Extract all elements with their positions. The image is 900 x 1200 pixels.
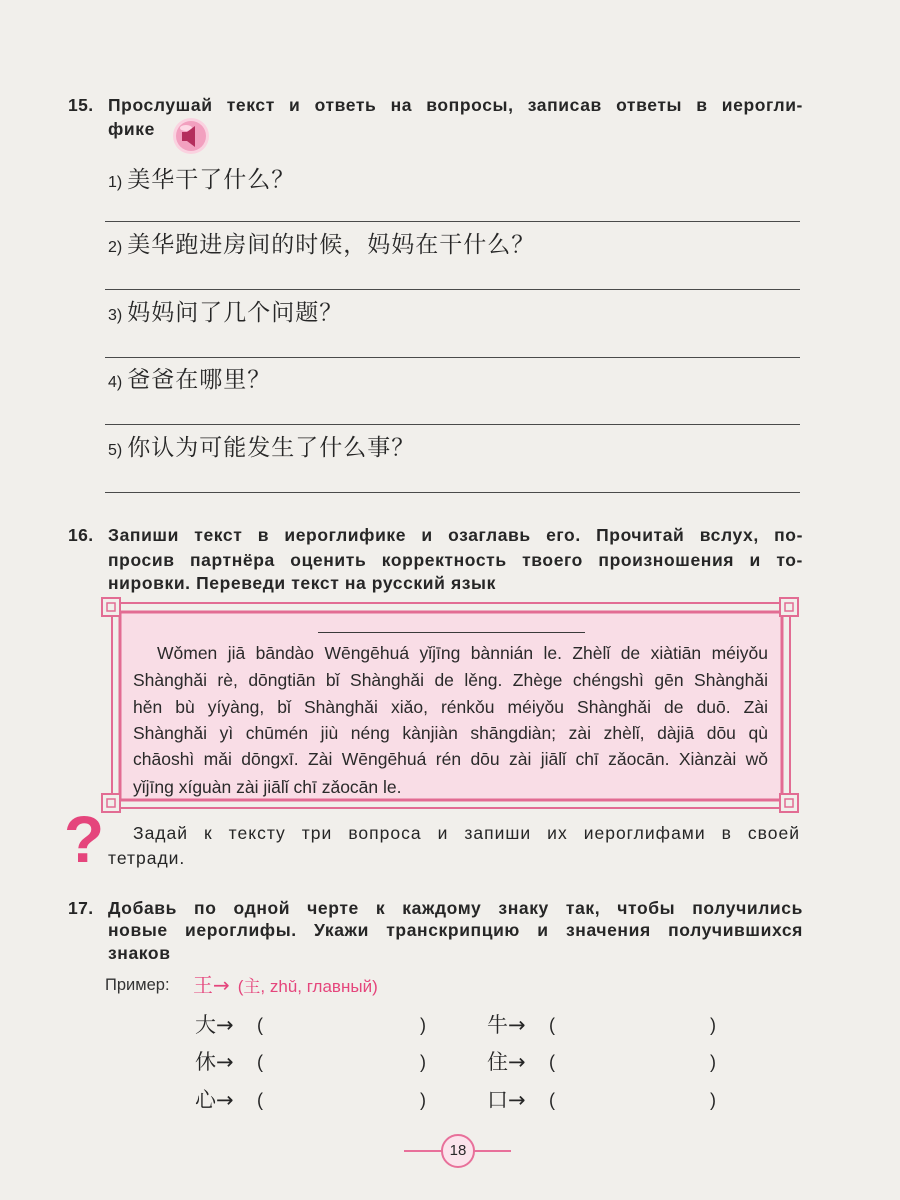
task-16-instruction-line: просив партнёра оценить корректность твоего произношения и то-: [108, 550, 803, 570]
question-4: [108, 365, 271, 395]
exercise-char: 住→: [487, 1050, 526, 1074]
question-text: 美华干了什么？: [127, 167, 296, 193]
task-16-instruction-line: нировки. Переведи текст на русский язык: [108, 573, 496, 593]
exercise-row: [0, 1046, 900, 1078]
passage-line: hěn bù yíyàng, bǐ Shànghǎi xiǎo, rénkǒu méiyǒu Shànghǎi de duō. Zài: [133, 697, 768, 717]
question-mark-icon: [56, 806, 112, 870]
task-16-number: 16.: [68, 525, 94, 545]
task-15-number: 15.: [68, 95, 94, 115]
question-number: 5): [108, 442, 123, 459]
exercise-row: [0, 1084, 900, 1116]
passage-line: Wǒmen jiā bāndào Wēngēhuá yǐjīng bànnián le. Zhèlǐ de xiàtiān méiyǒu: [157, 643, 768, 663]
task-16-instruction-line: Запиши текст в иероглифике и озаглавь его. Прочитай вслух, по-: [108, 525, 803, 545]
exercise-char: 牛→: [487, 1013, 526, 1037]
open-paren: (: [549, 1090, 555, 1110]
open-paren: (: [257, 1090, 263, 1110]
question-1: [108, 165, 295, 195]
question-text: 妈妈问了几个问题？: [127, 300, 344, 326]
close-paren: ): [420, 1052, 426, 1072]
page-number: 18: [449, 1142, 467, 1159]
question-mark-glyph: ?: [63, 806, 105, 870]
example-sample: [193, 973, 378, 997]
exercise-char: 口→: [487, 1088, 526, 1112]
task-17-instruction-line: знаков: [108, 943, 171, 963]
open-paren: (: [549, 1052, 555, 1072]
example-label: Пример:: [105, 976, 170, 994]
open-paren: (: [257, 1052, 263, 1072]
task-15-instruction-line: фике: [108, 119, 155, 139]
example-char: 王→: [193, 973, 230, 997]
followup-line: тетради.: [108, 848, 186, 868]
close-paren: ): [420, 1090, 426, 1110]
followup-line: Задай к тексту три вопроса и запиши их иероглифами в своей: [133, 823, 800, 843]
answer-line: [105, 221, 800, 222]
question-number: 4): [108, 374, 123, 391]
exercise-char: 休→: [195, 1050, 234, 1074]
answer-line: [105, 357, 800, 358]
task-17-instruction-line: Добавь по одной черте к каждому знаку так, чтобы получились: [108, 898, 803, 918]
question-number: 3): [108, 307, 123, 324]
question-number: 2): [108, 239, 123, 256]
question-number: 1): [108, 174, 123, 191]
exercise-row: [0, 1009, 900, 1041]
question-text: 爸爸在哪里？: [127, 367, 272, 393]
passage-line: Shànghǎi yì chūmén jiù néng kànjiàn shāngdiàn; zài zhèlǐ, dàjiā dōu qù: [133, 723, 768, 743]
task-15-instruction-line: Прослушай текст и ответь на вопросы, записав ответы в иерогли-: [108, 95, 803, 115]
example-answer: (主, zhǔ, главный): [237, 977, 378, 996]
answer-line: [105, 424, 800, 425]
close-paren: ): [710, 1015, 716, 1035]
open-paren: (: [549, 1015, 555, 1035]
question-text: 美华跑进房间的时候，妈妈在干什么？: [127, 232, 536, 258]
exercise-char: 心→: [195, 1088, 234, 1112]
question-2: [108, 230, 535, 260]
open-paren: (: [257, 1015, 263, 1035]
question-text: 你认为可能发生了什么事？: [127, 435, 416, 461]
close-paren: ): [420, 1015, 426, 1035]
task-17-instruction-line: новые иероглифы. Укажи транскрипцию и значения получившихся: [108, 920, 803, 940]
speaker-icon: [173, 114, 209, 156]
question-3: [108, 298, 343, 328]
passage-line: yǐjīng xíguàn zài jiālǐ chī zǎocān le.: [133, 777, 402, 797]
passage-line: Shànghǎi rè, dōngtiān bǐ Shànghǎi de lěng. Zhège chéngshì gēn Shànghǎi: [133, 670, 768, 690]
answer-line: [105, 289, 800, 290]
question-5: [108, 433, 415, 463]
task-17-number: 17.: [68, 898, 94, 918]
passage-line: chāoshì mǎi dōngxī. Zài Wēngēhuá rén dōu zài jiālǐ chī zǎocān. Xiànzài wǒ: [133, 749, 768, 769]
close-paren: ): [710, 1052, 716, 1072]
close-paren: ): [710, 1090, 716, 1110]
exercise-char: 大→: [195, 1013, 234, 1037]
title-blank-line: [318, 632, 585, 633]
answer-line: [105, 492, 800, 493]
